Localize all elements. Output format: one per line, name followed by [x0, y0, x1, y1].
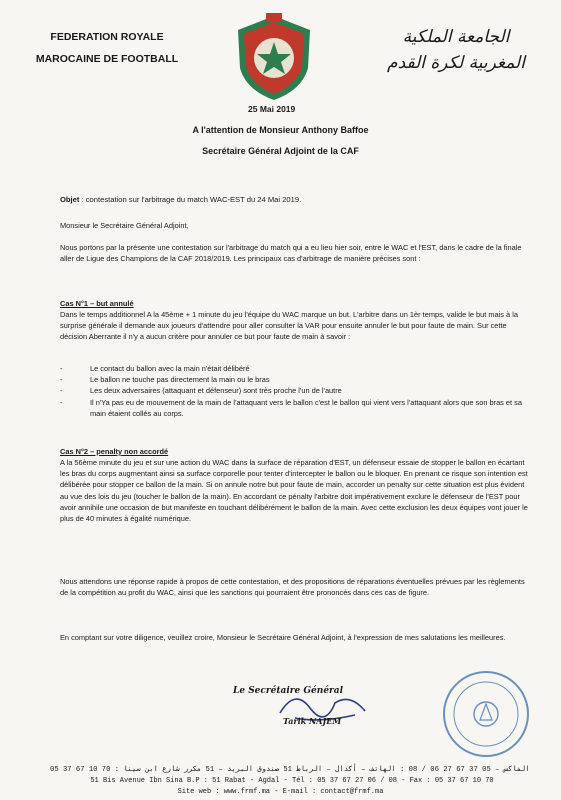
header-right-line1: الجامعة الملكية: [402, 27, 510, 47]
federation-name-fr: [22, 26, 192, 70]
signatory-name: Tarik NAJEM: [283, 716, 342, 726]
case1-paragraph: Dans le temps additionnel A la 45ème + 1 minute du jeu l'équipe du WAC marque un but. L'arbitre dans un 1èr temps, valide le but mais à la surprise générale il demande aux joueurs d'attendre pour aller consulter la VAR pour ensuite annuler le but pour faute de main. Sur cette décision Aberrante il n'y a aucun critère pour annuler ce but pour faute de main à savoir :: [60, 310, 518, 342]
official-stamp: [440, 668, 532, 760]
case1-bullet-list: [60, 363, 530, 419]
response-paragraph: Nous attendons une réponse rapide à propos de cette contestation, et des propositions de réparations éventuelles prévues par les règlements de la compétition au profit du WAC, ainsi que les sanctions qui pourraient être prononcés dans ces cas de figure.: [60, 577, 525, 598]
closing-paragraph: En comptant sur votre diligence, veuillez croire, Monsieur le Secrétaire Général Adjoint, à l'expression de mes salutations les meilleures.: [60, 633, 506, 642]
federation-name-ar: [371, 24, 541, 76]
bullet-text: Il n'Ya pas eu de mouvement de la main de l'attaquant vers le ballon c'est le ballon qui vient vers l'attaquant alors que son bras et sa main étaient collés au corps.: [90, 397, 522, 418]
subject-text: : contestation sur l'arbitrage du match WAC-EST du 24 Mai 2019.: [79, 195, 302, 204]
subject-line: [60, 194, 530, 205]
footer-address-ar: 05 37 67 10 70 : الفاكس – 05 37 67 27 06 / 08 : الهاتف – أكدال – الرباط 51 صندوق البريد – 51 مكرر شارع ابن سينا: [50, 766, 530, 774]
case2-paragraph: A la 56ème minute du jeu et sur une action du WAC dans la surface de réparation d'EST, un défenseur essaie de stopper le ballon en écartant les bras du corps augmentant ainsi sa surface corporelle pour tenter d'intercepter le ballon ou le bloquer. En prenant ce risque son intention est délibérée pour stopper ce ballon de la main. Si on annule notre but pour faute de main, accorder un penalty sur cette situation est plus évident au vue des lois du jeu (toucher le ballon de la main). En accordant ce pénalty l'arbitre doit impérativement exclure le défenseur de l'EST pour avoir annihile une occasion de but manifeste en touchant délibérément le ballon de la main. Avec cette exclusion les deux équipes vont jouer le plus de 40 minutes à égalité numérique.: [60, 458, 528, 524]
header-left-line1: FEDERATION ROYALE: [50, 31, 164, 43]
footer-web-contact: Site web : www.frmf.ma - E-mail : contact@frmf.ma: [177, 788, 384, 796]
bullet-text: Les deux adversaires (attaquant et défenseur) sont très proche l'un de l'autre: [90, 386, 342, 396]
list-item: - Il n'Ya pas eu de mouvement de la main de l'attaquant vers le ballon c'est le ballon qui vient vers l'attaquant alors que son bras et sa main étaient collés au corps.: [60, 397, 530, 419]
list-item: - Le contact du ballon avec la main n'était délibéré: [60, 364, 250, 373]
footer-address-fr: 51 Bis Avenue Ibn Sina B.P : 51 Rabat - Agdal - Tél : 05 37 67 27 06 / 08 - Fax : 05 37 67 10 70: [90, 777, 494, 785]
bullet-text: Le ballon ne touche pas directement la main ou le bras: [90, 375, 270, 385]
attention-recipient: A l'attention de Monsieur Anthony Baffoe: [192, 125, 369, 135]
salutation: Monsieur le Secrétaire Général Adjoint,: [60, 221, 189, 230]
frmf-crest-logo: [230, 12, 318, 104]
case2-title: Cas N°2 – penalty non accordé: [60, 447, 169, 456]
letter-date: 25 Mai 2019: [248, 104, 296, 114]
list-item: - Les deux adversaires (attaquant et défenseur) sont très proche l'un de l'autre: [60, 386, 342, 396]
attention-role: Secrétaire Général Adjoint de la CAF: [202, 146, 359, 156]
bullet-text: Le contact du ballon avec la main n'était délibéré: [90, 364, 250, 373]
header-right-line2: المغربية لكرة القدم: [387, 53, 525, 73]
intro-paragraph: Nous portons par la présente une contestation sur l'arbitrage du match qui a eu lieu hier soir, entre le WAC et l'EST, dans le cadre de la finale aller de Ligue des Champions de la CAF 2018/2019. Les principaux cas d'arbitrage de manière précises sont :: [60, 243, 522, 264]
header-left-line2: MAROCAINE DE FOOTBALL: [35, 53, 179, 65]
list-item: - Le ballon ne touche pas directement la main ou le bras: [60, 375, 270, 385]
subject-label: Objet: [60, 195, 80, 204]
signatory-title: Le Secrétaire Général: [233, 686, 344, 696]
case1-title: Cas N°1 – but annulé: [60, 299, 134, 308]
